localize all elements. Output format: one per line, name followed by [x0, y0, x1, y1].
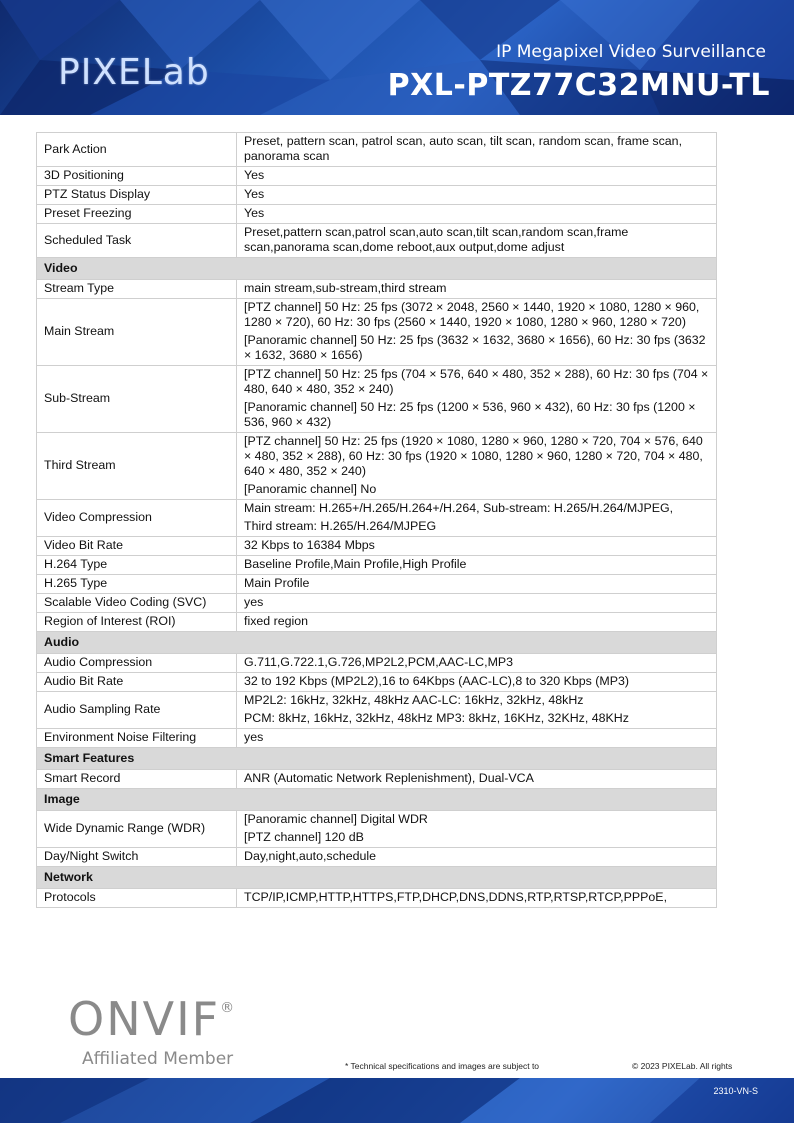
pixelab-logo: PIXELab [58, 52, 210, 93]
spec-value [237, 500, 717, 537]
spec-row [37, 692, 717, 729]
onvif-logo-text: ONVIF [68, 992, 221, 1046]
spec-value [237, 537, 717, 556]
spec-label: Park Action [37, 133, 237, 167]
spec-value [237, 556, 717, 575]
spec-row [37, 770, 717, 789]
spec-label: Video Bit Rate [37, 537, 237, 556]
spec-value [237, 366, 717, 433]
spec-value [237, 299, 717, 366]
spec-label: Scheduled Task [37, 224, 237, 258]
spec-label: Preset Freezing [37, 205, 237, 224]
section-title: Network [37, 867, 717, 889]
spec-label: Day/Night Switch [37, 848, 237, 867]
spec-value-line: Main Profile [244, 576, 310, 590]
spec-value [237, 280, 717, 299]
spec-row [37, 280, 717, 299]
spec-value-line: yes [244, 595, 264, 609]
section-header-row [37, 632, 717, 654]
footer-band [0, 1078, 794, 1123]
spec-row [37, 811, 717, 848]
section-header-row [37, 789, 717, 811]
spec-label: Audio Compression [37, 654, 237, 673]
document-code: 2310-VN-S [713, 1086, 758, 1096]
spec-row [37, 889, 717, 908]
spec-value [237, 133, 717, 167]
spec-value-line: 32 to 192 Kbps (MP2L2),16 to 64Kbps (AAC-LC),8 to 320 Kbps (MP3) [244, 674, 629, 688]
spec-label: Smart Record [37, 770, 237, 789]
spec-value-line: Third stream: H.265/H.264/MJPEG [244, 519, 437, 533]
spec-label: Video Compression [37, 500, 237, 537]
spec-label: PTZ Status Display [37, 186, 237, 205]
spec-value [237, 575, 717, 594]
spec-value-line: Day,night,auto,schedule [244, 849, 377, 863]
spec-row [37, 433, 717, 500]
spec-label: Main Stream [37, 299, 237, 366]
section-header-row [37, 258, 717, 280]
spec-value [237, 433, 717, 500]
spec-row [37, 729, 717, 748]
spec-row [37, 594, 717, 613]
spec-row [37, 500, 717, 537]
spec-value-line: [Panoramic channel] No [244, 482, 377, 496]
spec-value-line: [PTZ channel] 50 Hz: 25 fps (3072 × 2048, 2560 × 1440, 1920 × 1080, 1280 × 960, 1280 × 720), 60 Hz: 30 fps (2560 × 1440, 1920 × 1080, 1280 × 960, 1280 × 720) [244, 300, 700, 329]
spec-value [237, 594, 717, 613]
spec-value [237, 167, 717, 186]
spec-label: Wide Dynamic Range (WDR) [37, 811, 237, 848]
spec-row [37, 299, 717, 366]
spec-value-line: TCP/IP,ICMP,HTTP,HTTPS,FTP,DHCP,DNS,DDNS,RTP,RTSP,RTCP,PPPoE, [244, 890, 668, 904]
spec-value-line: [Panoramic channel] Digital WDR [244, 812, 428, 826]
copyright-text: © 2023 PIXELab. All rights [632, 1061, 733, 1071]
spec-value-line: G.711,G.722.1,G.726,MP2L2,PCM,AAC-LC,MP3 [244, 655, 514, 669]
spec-row [37, 654, 717, 673]
section-title: Video [37, 258, 717, 280]
spec-value-line: Yes [244, 168, 265, 182]
spec-value [237, 654, 717, 673]
spec-value-line: fixed region [244, 614, 309, 628]
spec-row [37, 205, 717, 224]
spec-value-line: Yes [244, 187, 265, 201]
spec-value-line: [PTZ channel] 50 Hz: 25 fps (1920 × 1080, 1280 × 960, 1280 × 720, 704 × 576, 640 × 480, 352 × 288), 60 Hz: 30 fps (1920 × 1080, 1280 × 960, 1280 × 720, 704 × 480, 640 × 480, 352 × 240) [244, 434, 703, 478]
section-title: Smart Features [37, 748, 717, 770]
footer-background-pattern [0, 1078, 794, 1123]
header-tagline: IP Megapixel Video Surveillance [496, 42, 766, 62]
spec-row [37, 613, 717, 632]
spec-label: Protocols [37, 889, 237, 908]
spec-row [37, 366, 717, 433]
spec-label: Audio Sampling Rate [37, 692, 237, 729]
spec-value [237, 889, 717, 908]
spec-label: Audio Bit Rate [37, 673, 237, 692]
spec-value [237, 848, 717, 867]
spec-row [37, 575, 717, 594]
section-title: Audio [37, 632, 717, 654]
spec-value-line: [PTZ channel] 120 dB [244, 830, 364, 844]
spec-value-line: [PTZ channel] 50 Hz: 25 fps (704 × 576, 640 × 480, 352 × 288), 60 Hz: 30 fps (704 × 480, 640 × 480, 352 × 240) [244, 367, 709, 396]
spec-label: Sub-Stream [37, 366, 237, 433]
model-number: PXL-PTZ77C32MNU-TL [387, 68, 770, 103]
spec-value-line: [Panoramic channel] 50 Hz: 25 fps (1200 × 536, 960 × 432), 60 Hz: 30 fps (1200 × 536, 960 × 432) [244, 400, 696, 429]
spec-label: Region of Interest (ROI) [37, 613, 237, 632]
spec-value-line: 32 Kbps to 16384 Mbps [244, 538, 375, 552]
spec-label: Stream Type [37, 280, 237, 299]
spec-label: H.264 Type [37, 556, 237, 575]
section-header-row [37, 867, 717, 889]
spec-label: 3D Positioning [37, 167, 237, 186]
spec-value-line: PCM: 8kHz, 16kHz, 32kHz, 48kHz MP3: 8kHz, 16KHz, 32KHz, 48KHz [244, 711, 629, 725]
spec-label: Third Stream [37, 433, 237, 500]
spec-row [37, 848, 717, 867]
section-title: Image [37, 789, 717, 811]
affiliated-member-label: Affiliated Member [82, 1049, 234, 1069]
spec-value-line: MP2L2: 16kHz, 32kHz, 48kHz AAC-LC: 16kHz, 32kHz, 48kHz [244, 693, 584, 707]
spec-table [36, 132, 717, 908]
spec-row [37, 186, 717, 205]
section-header-row [37, 748, 717, 770]
spec-row [37, 537, 717, 556]
disclaimer-text: * Technical specifications and images are subject to [345, 1061, 540, 1071]
spec-value-line: Yes [244, 206, 265, 220]
spec-value-line: [Panoramic channel] 50 Hz: 25 fps (3632 × 1632, 3680 × 1656), 60 Hz: 30 fps (3632 × 1632, 3680 × 1656) [244, 333, 706, 362]
spec-value-line: ANR (Automatic Network Replenishment), Dual-VCA [244, 771, 534, 785]
spec-row [37, 556, 717, 575]
spec-value-line: Preset, pattern scan, patrol scan, auto scan, tilt scan, random scan, frame scan, panorama scan [244, 134, 683, 163]
spec-value-line: Baseline Profile,Main Profile,High Profile [244, 557, 467, 571]
spec-label: Environment Noise Filtering [37, 729, 237, 748]
spec-value [237, 205, 717, 224]
spec-value [237, 770, 717, 789]
onvif-logo [68, 992, 236, 1046]
page-header [0, 0, 794, 115]
spec-value [237, 692, 717, 729]
spec-value [237, 811, 717, 848]
spec-value [237, 613, 717, 632]
spec-value [237, 729, 717, 748]
spec-label: H.265 Type [37, 575, 237, 594]
spec-value-line: Preset,pattern scan,patrol scan,auto scan,tilt scan,random scan,frame scan,panorama scan,dome reboot,aux output,dome adjust [244, 225, 629, 254]
spec-value-line: main stream,sub-stream,third stream [244, 281, 447, 295]
spec-row [37, 133, 717, 167]
spec-row [37, 167, 717, 186]
spec-value [237, 186, 717, 205]
spec-value-line: Main stream: H.265+/H.265/H.264+/H.264, Sub-stream: H.265/H.264/MJPEG, [244, 501, 674, 515]
onvif-registered-mark: ® [220, 1000, 237, 1016]
spec-value [237, 224, 717, 258]
spec-value [237, 673, 717, 692]
spec-row [37, 673, 717, 692]
spec-table-body [37, 133, 717, 908]
spec-value-line: yes [244, 730, 264, 744]
spec-label: Scalable Video Coding (SVC) [37, 594, 237, 613]
spec-row [37, 224, 717, 258]
